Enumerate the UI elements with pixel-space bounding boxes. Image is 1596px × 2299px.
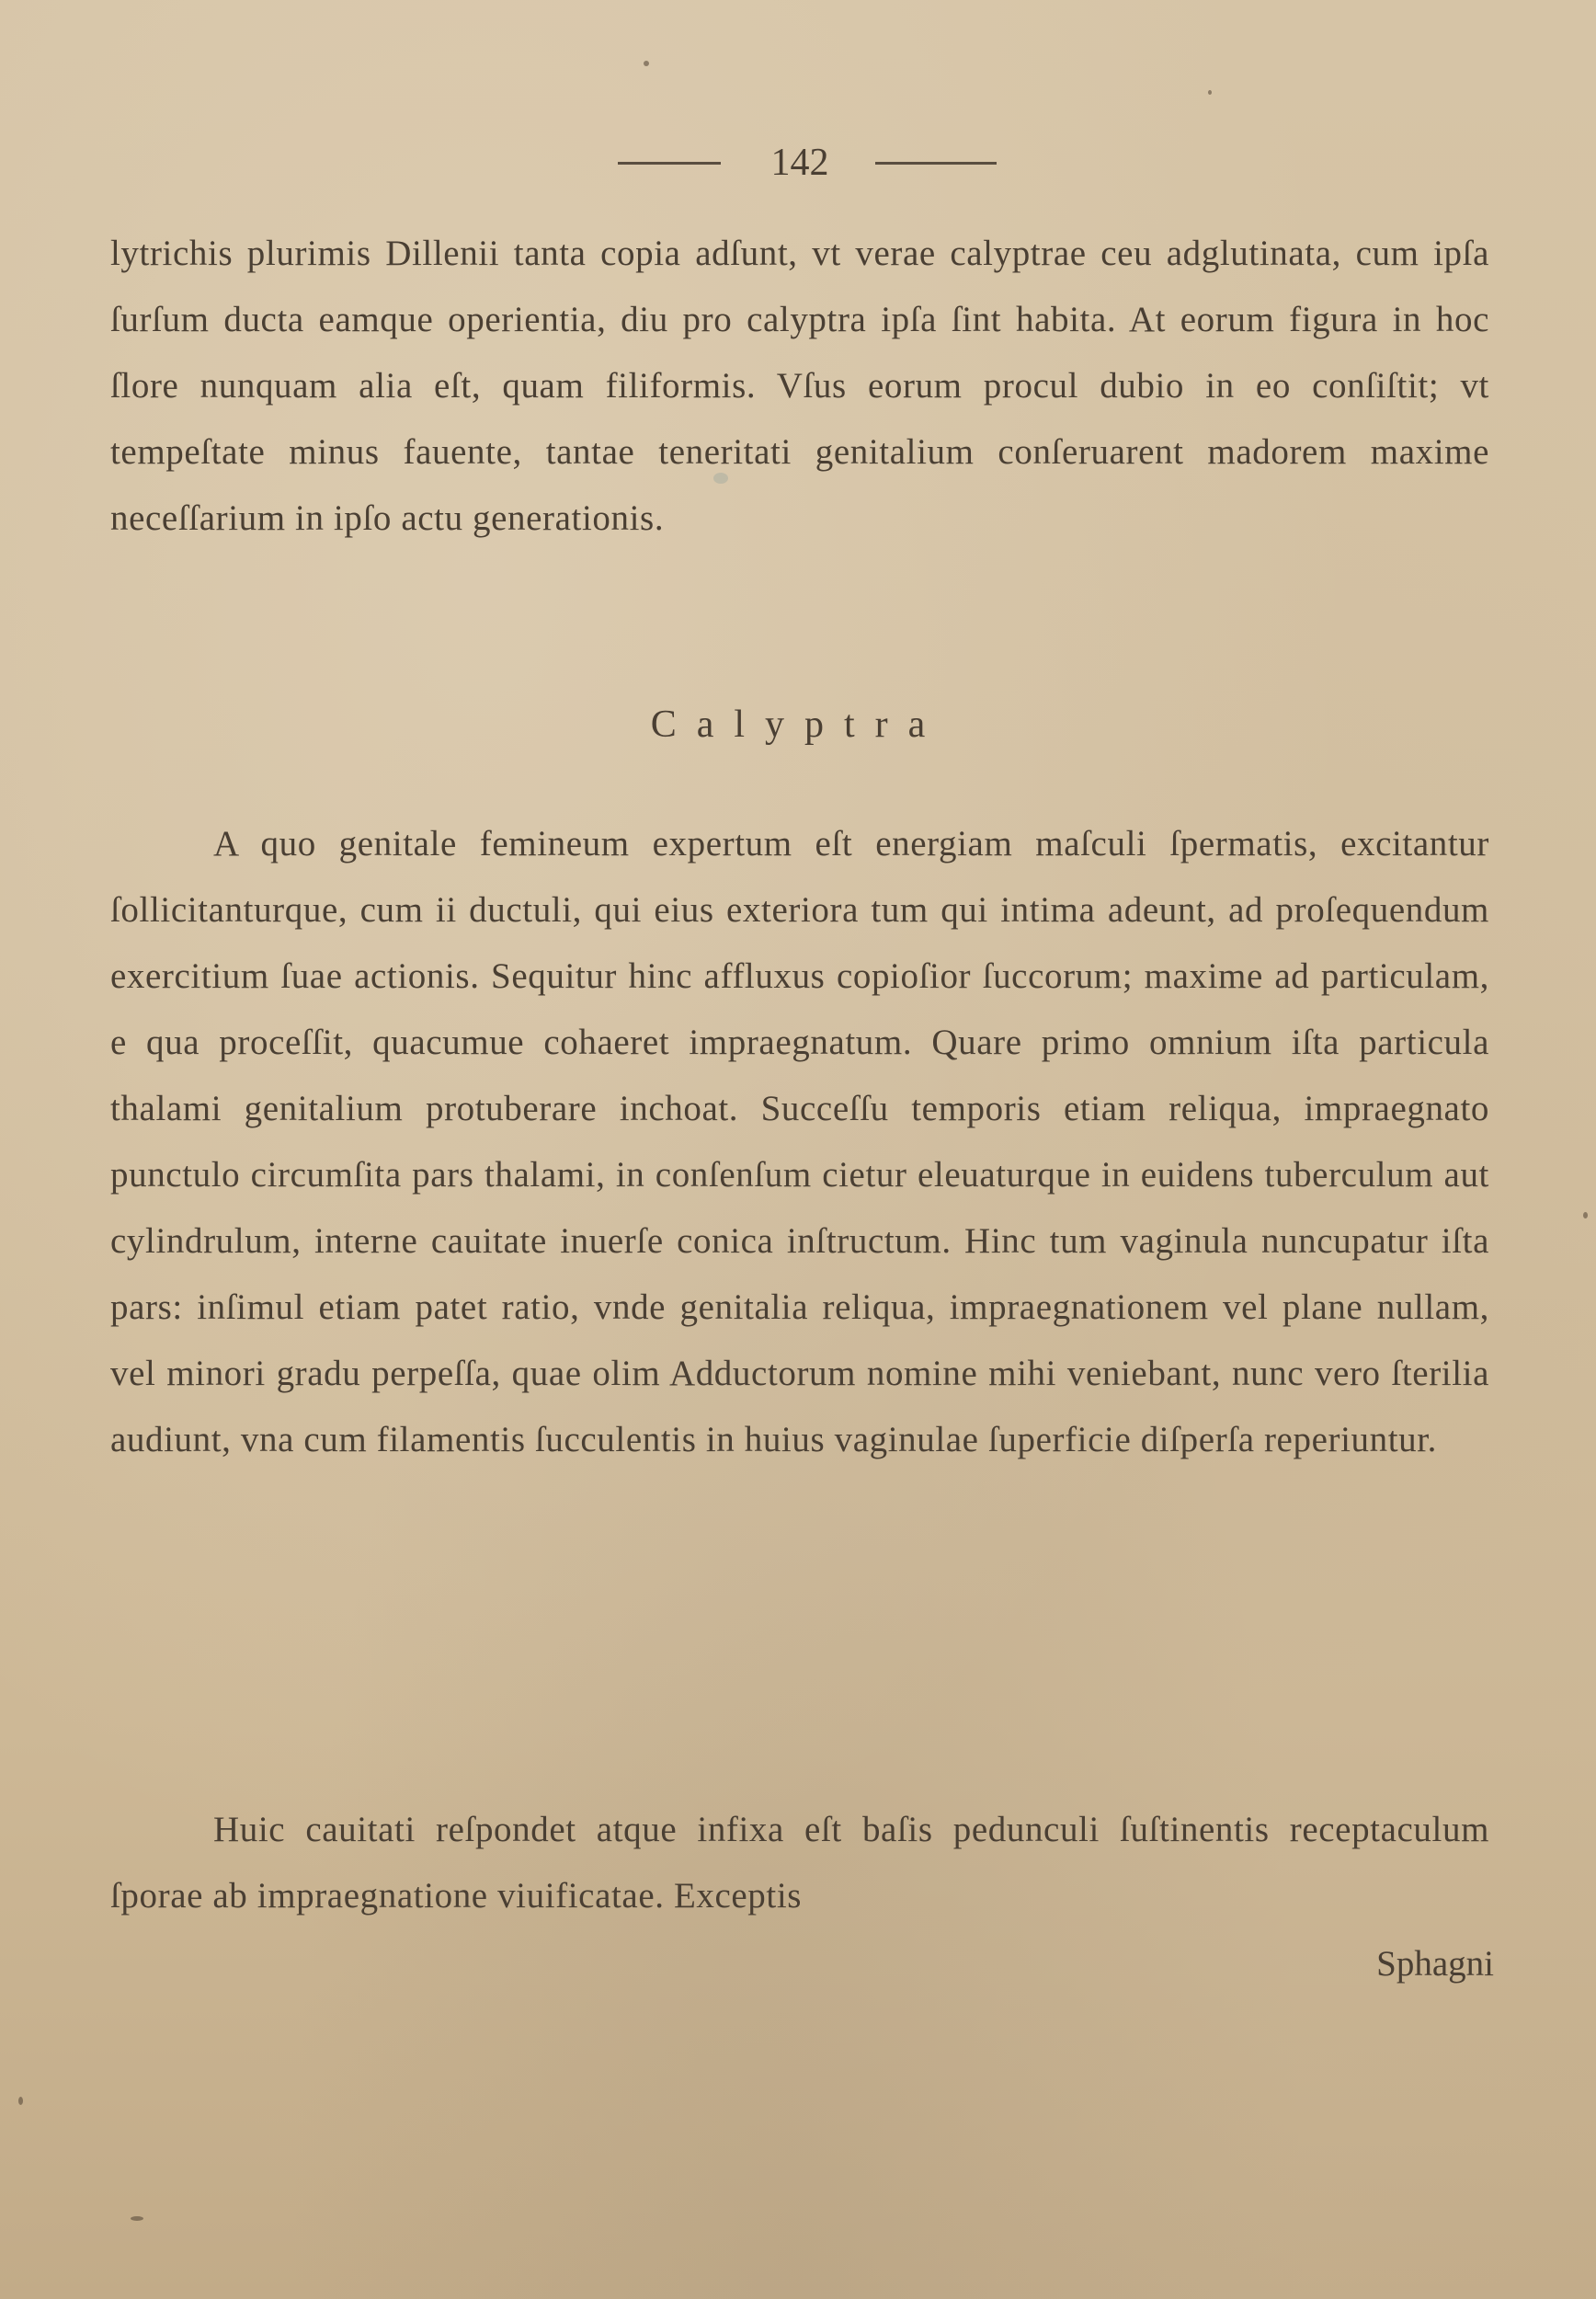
paper-speck [1583,1212,1588,1218]
paper-speck [131,2216,143,2221]
paragraph-continued [110,221,1489,552]
paragraph-text: A quo genitale femineum expertum eſt energiam maſculi ſpermatis, excitantur ſollicitanturque, cum ii ductuli, qui eius exteriora tum qui intima adeunt, ad proſequendum exercitium ſuae actionis. Sequitur hinc affluxus copioſior ſuccorum; maxime ad particulam, e qua proceſſit, quacumue cohaeret impraegnatum. Quare primo omnium iſta particula thalami genitalium protuberare inchoat. Succeſſu temporis etiam reliqua, impraegnato punctulo circumſita pars thalami, in conſenſum cietur eleuaturque in euidens tuberculum aut cylindrulum, interne cauitate inuerſe conica inſtructum. Hinc tum vaginula nuncupatur iſta pars: inſimul etiam patet ratio, vnde genitalia reliqua, impraegnationem vel plane nullam, vel minori gradu perpeſſa, quae olim Adductorum nomine mihi veniebant, nunc vero ſterilia audiunt, vna cum filamentis ſucculentis in huius vaginulae ſuperficie diſperſa reperiuntur. [110,824,1489,1459]
paragraph-cavity [110,1797,1489,1929]
page-header [0,140,1596,186]
catchword: Sphagni [1376,1944,1494,1984]
paper-speck [713,473,728,484]
header-rule-right [875,162,997,165]
header-rule-left [618,162,721,165]
paragraph-text: Huic cauitati reſpondet atque infixa eſt baſis pedunculi ſuſtinentis receptaculum ſporae ab impraegnatione viuificatae. Exceptis [110,1810,1489,1916]
paper-speck [1208,90,1212,95]
paragraph-text: lytrichis plurimis Dillenii tanta copia adſunt, vt verae calyptrae ceu adglutinata, cum ipſa ſurſum ducta eamque operientia, diu pro calyptra ipſa ſint habita. At eorum figura in hoc ſlore nunquam alia eſt, quam filiformis. Vſus eorum procul dubio in eo conſiſtit; vt tempeſtate minus fauente, tantae teneritati genitalium conſeruarent madorem maxime neceſſarium in ipſo actu generationis. [110,234,1489,538]
page-number: 142 [770,142,829,184]
section-heading: Calyptra [650,703,946,746]
paragraph-calyptra [110,811,1489,1473]
paper-speck [18,2097,23,2105]
paper-speck [644,61,649,66]
